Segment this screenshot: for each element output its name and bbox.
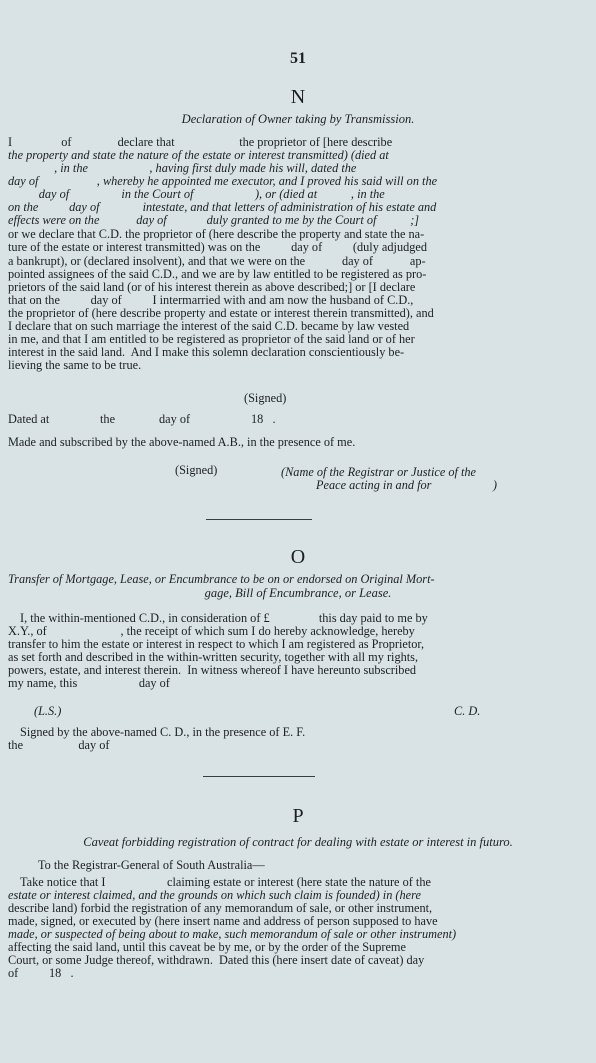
section-o-line: I, the within-mentioned C.D., in consideration of £ this day paid to me by (20, 611, 428, 625)
registrar-note-line-2: Peace acting in and for ) (316, 478, 498, 492)
section-p-line: made, signed, or executed by (here insert name and address of person supposed to have (8, 914, 438, 928)
section-p-line: Court, or some Judge thereof, withdrawn. Dated this (here insert date of caveat) day (8, 953, 425, 967)
section-p-line: of 18 . (8, 966, 74, 980)
section-o-line: X.Y., of , the receipt of which sum I do hereby acknowledge, hereby (8, 624, 415, 638)
section-n-line: day of in the Court of ), or (died at , in the (8, 187, 385, 201)
made-subscribed-line: Made and subscribed by the above-named A.B., in the presence of me. (8, 435, 356, 449)
section-p-line: affecting the said land, until this caveat be by me, or by the order of the Supreme (8, 940, 406, 954)
section-n-line: lieving the same to be true. (8, 358, 142, 372)
section-n-title: Declaration of Owner taking by Transmission. (181, 112, 415, 126)
section-n-line: the property and state the nature of the estate or interest transmitted) (died at (8, 148, 389, 162)
signed-by-date-line: the day of (8, 738, 110, 752)
section-o-title-2: gage, Bill of Encumbrance, or Lease. (204, 586, 392, 600)
section-o-line: powers, estate, and interest therein. In witness whereof I have hereunto subscribed (8, 663, 417, 677)
section-n-line: a bankrupt), or (declared insolvent), and that we were on the day of ap- (8, 254, 426, 268)
section-o-line: transfer to him the estate or interest in respect to which I am registered as Proprietor, (8, 637, 425, 651)
section-n-line: pointed assignees of the said C.D., and we are by law entitled to be registered as pro- (8, 267, 427, 281)
page-number: 51 (290, 50, 306, 67)
dated-at-label: Dated at (8, 412, 50, 426)
section-o-line: as set forth and described in the within-written security, together with all my rights, (8, 650, 419, 664)
section-n-line: the proprietor of (here describe property and estate or interest therein transmitted), and (8, 306, 434, 320)
section-n-line: in me, and that I am entitled to be registered as proprietor of the said land or of her (8, 332, 415, 346)
the-label: the (100, 412, 116, 426)
cd-signature: C. D. (454, 704, 481, 718)
section-letter-n: N (290, 86, 306, 108)
section-divider (203, 776, 315, 777)
section-n-line: effects were on the day of duly granted to me by the Court of ;] (8, 213, 420, 227)
section-n-line: ture of the estate or interest transmitted) was on the day of (duly adjudged (8, 240, 428, 254)
section-p-title: Caveat forbidding registration of contract for dealing with estate or interest in futuro. (83, 835, 513, 849)
section-n-line: I declare that on such marriage the interest of the said C.D. became by law vested (8, 319, 410, 333)
section-n-line: interest in the said land. And I make this solemn declaration conscientiously be- (8, 345, 405, 359)
section-p-line: describe land) forbid the registration of any memorandum of sale, or other instrument, (8, 901, 433, 915)
section-n-line: , in the , having first duly made his will, dated the (8, 161, 357, 175)
section-divider (206, 519, 312, 520)
section-n-line: day of , whereby he appointed me executor, and I proved his said will on the (8, 174, 438, 188)
section-letter-p: P (292, 805, 304, 827)
section-o-line: my name, this day of (8, 676, 170, 690)
section-letter-o: O (290, 546, 306, 568)
signed-label: (Signed) (244, 391, 287, 405)
ls-mark: (L.S.) (34, 704, 62, 718)
section-n-line: or we declare that C.D. the proprietor of (here describe the property and state the na- (8, 227, 425, 241)
section-p-line: Take notice that I claiming estate or interest (here state the nature of the (20, 875, 431, 889)
section-o-title-1: Transfer of Mortgage, Lease, or Encumbrance to be on or endorsed on Original Mort- (8, 572, 435, 586)
section-n-line: prietors of the said land (or of his interest therein as above described;] or [I declare (8, 280, 416, 294)
section-p-line: estate or interest claimed, and the grounds on which such claim is founded) in (here (8, 888, 421, 902)
section-n-line: that on the day of I intermarried with and am now the husband of C.D., (8, 293, 414, 307)
signed-label-2: (Signed) (175, 463, 218, 477)
signed-by-line: Signed by the above-named C. D., in the presence of E. F. (20, 725, 306, 739)
to-registrar-line: To the Registrar-General of South Australia— (38, 858, 265, 872)
section-n-line: I of declare that the proprietor of [here describe (8, 135, 393, 149)
registrar-note-line-1: (Name of the Registrar or Justice of the (281, 465, 477, 479)
year-label: 18 . (251, 412, 276, 426)
section-p-line: made, or suspected of being about to make, such memorandum of sale or other instrument) (8, 927, 457, 941)
day-of-label: day of (159, 412, 191, 426)
section-n-line: on the day of intestate, and that letters of administration of his estate and (8, 200, 437, 214)
